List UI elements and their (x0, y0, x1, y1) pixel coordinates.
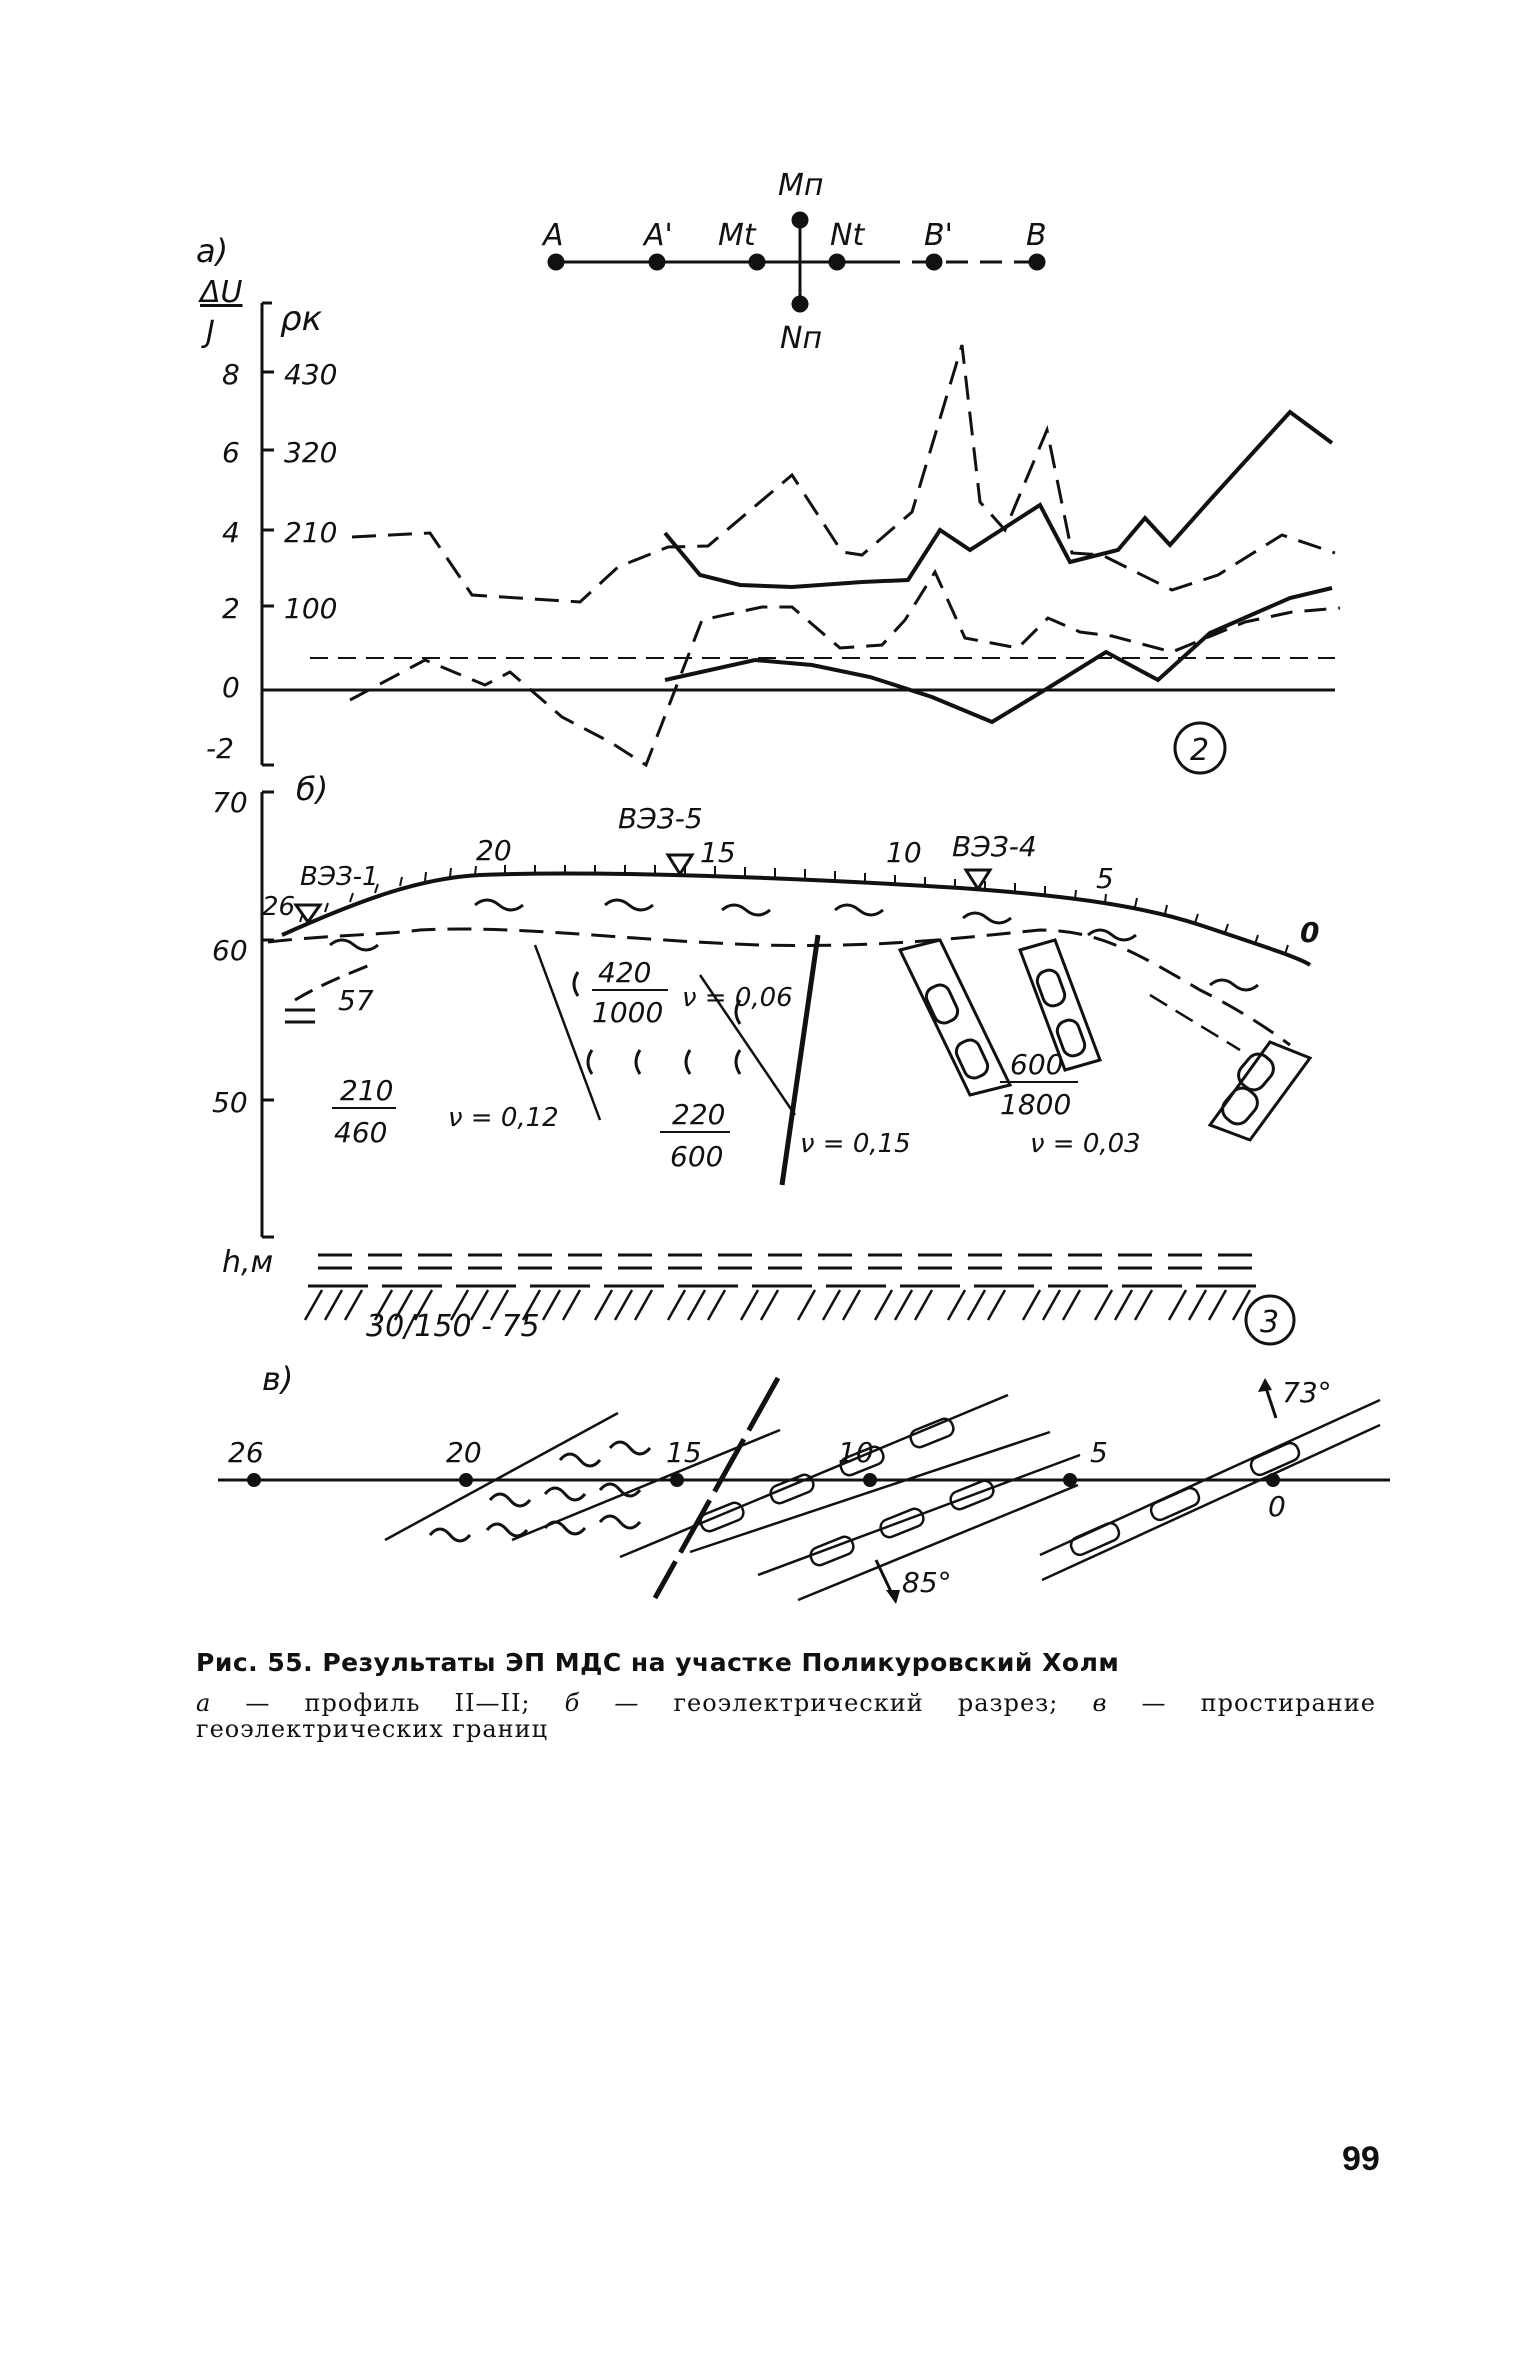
dip-arrowhead-73 (1258, 1378, 1272, 1392)
plan-station-26: 26 (228, 1436, 264, 1469)
plan-dike-cells (698, 1416, 1301, 1567)
electrode-B: B (1026, 218, 1047, 253)
caption-text-v: — простирание геоэлектрических границ (196, 1689, 1376, 1743)
sounding-ves-5: ВЭЗ-5 (618, 802, 703, 835)
caption-text-a: — профиль II—II; (211, 1689, 565, 1717)
base-layer (308, 1255, 1262, 1286)
marker-57: 57 (338, 984, 374, 1017)
axis-left-tick-6: 6 (222, 436, 240, 469)
sounding-ves-4-marker (966, 870, 990, 889)
electrode-Mt: Mt (718, 218, 756, 253)
layer-1-numerator: 420 (598, 956, 652, 989)
sounding-ves-1: ВЭЗ-1 (300, 862, 379, 892)
nu-value-015: ν = 0,15 (800, 1129, 911, 1159)
plan-station-5: 5 (1090, 1436, 1108, 1469)
nu-value-006: ν = 0,06 (682, 983, 793, 1013)
depth-tick-50: 50 (212, 1086, 248, 1119)
plan-fault-line (655, 1378, 778, 1598)
figure-caption-body (196, 1690, 1376, 1742)
section-station-26: 26 (262, 892, 296, 922)
caption-label-v: в (1092, 1689, 1108, 1717)
electrode-B-prime: B' (924, 218, 953, 253)
axis-left-tick-8: 8 (222, 358, 240, 391)
dike-block-3 (1210, 1042, 1310, 1140)
sounding-ves-5-marker (668, 855, 692, 874)
depth-tick-60: 60 (212, 934, 248, 967)
depth-axis (262, 792, 274, 1237)
ground-surface (282, 873, 1310, 965)
axis-left (262, 303, 274, 765)
caption-label-b: б (564, 1689, 581, 1717)
dip-arrowhead-85 (886, 1590, 900, 1604)
dike-block-1 (900, 940, 1010, 1095)
section-station-15: 15 (700, 836, 736, 869)
circled-number-2: 2 (1190, 733, 1210, 768)
curve-rho-dashed-upper (352, 345, 1335, 602)
axis-left-tick-2: 2 (222, 592, 240, 625)
plan-station-0: 0 (1268, 1490, 1286, 1523)
layer-4-denominator: 1800 (1000, 1088, 1072, 1121)
section-station-20: 20 (476, 834, 512, 867)
plan-station-10: 10 (838, 1436, 874, 1469)
caption-label-a: а (196, 1689, 212, 1717)
page-number: 99 (1342, 2140, 1380, 2178)
layer-3-denominator: 600 (670, 1140, 724, 1173)
layer-4-numerator: 600 (1010, 1048, 1064, 1081)
axis-right-tick-320: 320 (284, 436, 338, 469)
layer-2-denominator: 460 (334, 1116, 388, 1149)
axis-right-tick-210: 210 (284, 516, 338, 549)
nu-value-003: ν = 0,03 (1030, 1129, 1141, 1159)
layer-3-numerator: 220 (672, 1098, 726, 1131)
layer-1-denominator: 1000 (592, 996, 664, 1029)
axis-left-tick-4: 4 (222, 516, 240, 549)
panel-label-b: б) (296, 770, 329, 808)
angle-85: 85° (902, 1566, 952, 1599)
angle-73: 73° (1282, 1376, 1332, 1409)
axis-left-label-top: ΔU (200, 275, 243, 310)
caption-text-b: — геоэлектрический разрез; (580, 1689, 1093, 1717)
axis-left-label-bottom: J (206, 315, 215, 350)
depth-label: h,м (222, 1245, 274, 1280)
base-label: 30/150 - 75 (366, 1309, 540, 1344)
section-station-5: 5 (1096, 862, 1114, 895)
electrode-Nt: Nt (830, 218, 865, 253)
axis-right-tick-100: 100 (284, 592, 338, 625)
axis-right-tick-430: 430 (284, 358, 338, 391)
plan-strike-lines (385, 1395, 1380, 1600)
sounding-ves-4: ВЭЗ-4 (952, 830, 1037, 863)
circled-number-3: 3 (1260, 1305, 1280, 1340)
electrode-A-prime: A' (644, 218, 673, 253)
plan-station-15: 15 (666, 1436, 702, 1469)
layer-2-numerator: 210 (340, 1074, 394, 1107)
axis-left-tick-0: 0 (222, 671, 240, 704)
plan-station-20: 20 (446, 1436, 482, 1469)
axis-right-label: ρк (280, 299, 323, 339)
section-station-0: 0 (1300, 916, 1320, 949)
figure-caption-title: Рис. 55. Результаты ЭП МДС на участке Поликуровский Холм (196, 1648, 1120, 1677)
panel-label-v: в) (262, 1360, 294, 1398)
nu-value-012: ν = 0,12 (448, 1103, 559, 1133)
panel-label-a: а) (196, 232, 229, 270)
electrode-array (549, 213, 1044, 311)
electrode-Nn: Nп (780, 321, 823, 356)
section-station-10: 10 (886, 836, 922, 869)
axis-left-tick-m2: -2 (206, 732, 234, 765)
depth-tick-70: 70 (212, 786, 248, 819)
electrode-Mn: Mп (778, 168, 824, 203)
electrode-A: A (543, 218, 564, 253)
